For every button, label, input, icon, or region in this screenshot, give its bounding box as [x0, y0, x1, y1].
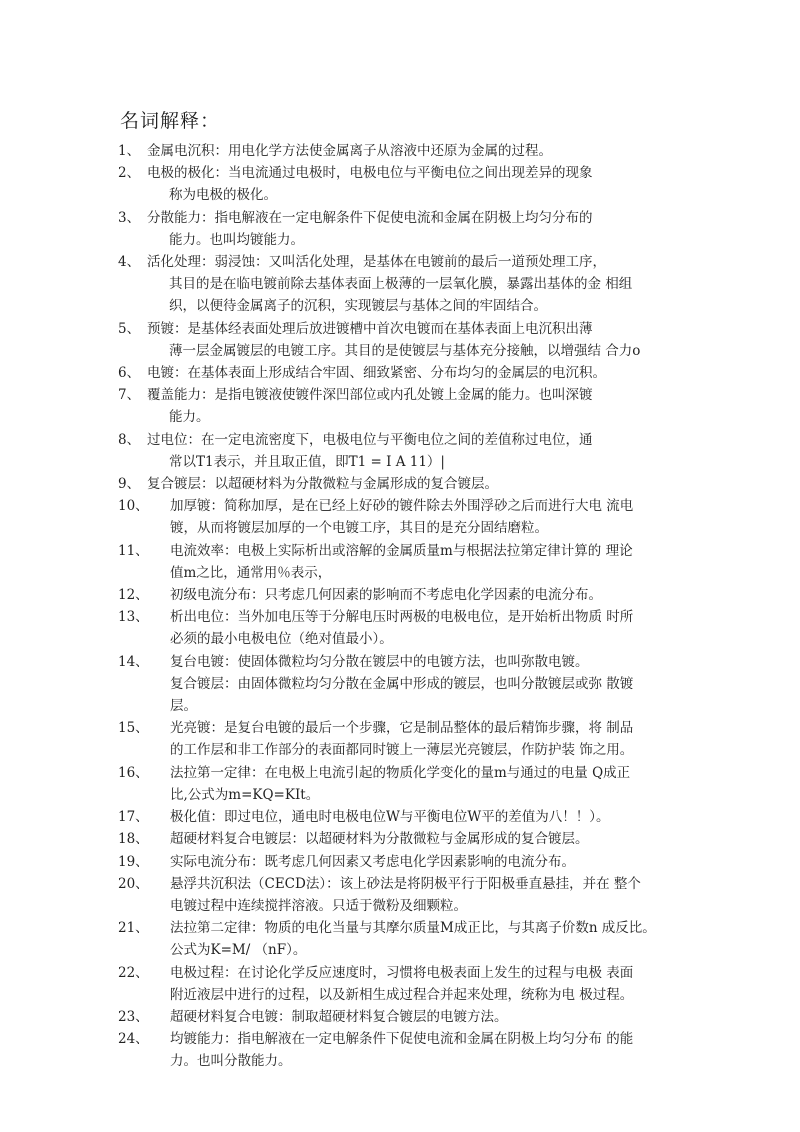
definition-text: 过电位：在一定电流密度下，电极电位与平衡电位之间的差值称过电位，通 — [147, 431, 593, 448]
page-title: 名词解释： — [120, 110, 221, 132]
definition-item — [118, 1028, 688, 1072]
definition-item — [118, 962, 688, 1006]
definition-text: 电极的极化：当电流通过电极时，电极电位与平衡电位之间出现差异的现象 — [147, 165, 593, 182]
definition-text-continued: 常以T1表示，并且取正值，即T1 = I A 11）| — [169, 453, 445, 470]
item-number: 9、 — [118, 476, 141, 493]
item-number: 22、 — [118, 964, 149, 981]
definition-item — [118, 140, 688, 162]
definition-item — [118, 651, 688, 718]
definition-text: 复合镀层：以超硬材料为分散微粒与金属形成的复合镀层。 — [147, 476, 498, 493]
definition-text: 法拉第一定律：在电极上电流引起的物质化学变化的量m与通过的电量 Q成正 — [170, 764, 631, 781]
definition-text-continued: 薄一层金属镀层的电镀工序。其目的是使镀层与基体充分接触，以增强结 合力o — [169, 342, 641, 359]
definition-item — [118, 495, 688, 539]
definition-text-continued: 附近液层中进行的过程，以及新相生成过程合并起来处理，统称为电 极过程。 — [170, 986, 634, 1003]
definition-item — [118, 606, 688, 650]
definition-item — [118, 362, 688, 384]
definition-list — [118, 140, 688, 1073]
item-number: 18、 — [118, 831, 149, 848]
definition-item — [118, 873, 688, 917]
item-number: 3、 — [118, 209, 141, 226]
definition-text: 超硬材料复合电镀：制取超硬材料复合镀层的电镀方法。 — [170, 1008, 508, 1025]
item-number: 20、 — [118, 875, 149, 892]
definition-text: 光亮镀：是复台电镀的最后一个步骤，它是制品整体的最后精饰步骤，将 制品 — [170, 720, 634, 737]
definition-item — [118, 429, 688, 473]
definition-text: 实际电流分布：既考虑几何因素又考虑电化学因素影响的电流分布。 — [170, 853, 575, 870]
item-number: 14、 — [118, 653, 149, 670]
definition-text: 均镀能力：指电解液在一定电解条件下促使电流和金属在阴极上均匀分布 的能 — [170, 1031, 634, 1048]
definition-text: 超硬材料复合电镀层：以超硬材料为分散微粒与金属形成的复合镀层。 — [170, 831, 589, 848]
definition-text-continued: 的工作层和非工作部分的表面都同时镀上一薄层光亮镀层，作防护装 饰之用。 — [170, 742, 634, 759]
definition-item — [118, 473, 688, 495]
definition-text-continued: 镀，从而将镀层加厚的一个电镀工序，其目的是充分固结磨粒。 — [170, 520, 548, 537]
definition-text-continued: 电镀过程中连续搅拌溶液。只适于微粉及细颗粒。 — [170, 897, 467, 914]
definition-text: 法拉第二定律：物质的电化当量与其摩尔质量M成正比，与其离子价数n 成反比。 — [170, 920, 656, 937]
definition-item — [118, 251, 688, 318]
definition-item — [118, 207, 688, 251]
item-number: 16、 — [118, 764, 149, 781]
definition-text: 电镀：在基体表面上形成结合牢固、细致紧密、分布均匀的金属层的电沉积。 — [147, 365, 606, 382]
definition-text-continued: 层。 — [170, 698, 197, 715]
definition-text: 覆盖能力：是指电镀液使镀件深凹部位或内孔处镀上金属的能力。也叫深镀 — [147, 387, 593, 404]
item-number: 6、 — [118, 365, 141, 382]
definition-item — [118, 540, 688, 584]
definition-text-continued: 能力。也叫均镀能力。 — [169, 231, 304, 248]
definition-text: 预镀：是基体经表面处理后放进镀槽中首次电镀而在基体表面上电沉积出薄 — [147, 320, 593, 337]
definition-item — [118, 917, 688, 961]
item-number: 23、 — [118, 1008, 149, 1025]
definition-text-continued: 其目的是在临电镀前除去基体表面上极薄的一层氧化膜，暴露出基体的金 相组 — [169, 276, 633, 293]
definition-text-continued: 力。也叫分散能力。 — [170, 1053, 292, 1070]
definition-text-continued: 比,公式为m=KQ=KIt。 — [170, 786, 320, 803]
definition-item — [118, 762, 688, 806]
definition-item — [118, 318, 688, 362]
item-number: 5、 — [118, 320, 141, 337]
definition-text-continued: 称为电极的极化。 — [169, 187, 277, 204]
definition-text: 悬浮共沉积法（CECD法）：该上砂法是将阴极平行于阳极垂直悬挂，并在 整个 — [170, 875, 641, 892]
item-number: 24、 — [118, 1031, 149, 1048]
definition-text: 金属电沉积：用电化学方法使金属离子从溶液中还原为金属的过程。 — [147, 143, 552, 159]
definition-text-continued: 能力。 — [169, 409, 210, 426]
definition-text: 电极过程：在讨论化学反应速度时，习惯将电极表面上发生的过程与电极 表面 — [170, 964, 634, 981]
definition-text-continued: 必须的最小电极电位（绝对值最小）。 — [170, 631, 393, 648]
definition-item — [118, 717, 688, 761]
definition-text: 初级电流分布：只考虑几何因素的影响而不考虑电化学因素的电流分布。 — [170, 587, 602, 604]
definition-text-continued: 复合镀层：由固体微粒均匀分散在金属中形成的镀层，也叫分散镀层或弥 散镀 — [170, 675, 634, 692]
item-number: 1、 — [118, 143, 141, 159]
item-number: 11、 — [118, 542, 149, 559]
definition-text-continued: 值m之比，通常用％表示， — [170, 564, 332, 581]
item-number: 17、 — [118, 809, 149, 826]
definition-text: 活化处理：弱浸蚀：又叫活化处理，是基体在电镀前的最后一道预处理工序， — [147, 254, 606, 271]
definition-text: 复台电镀：使固体微粒均匀分散在镀层中的电镀方法，也叫弥散电镀。 — [170, 653, 589, 670]
definition-text-continued: 织，以便待金属离子的沉积，实现镀层与基体之间的牢固结合。 — [169, 298, 547, 315]
item-number: 2、 — [118, 165, 141, 182]
item-number: 7、 — [118, 387, 141, 404]
definition-text: 分散能力：指电解液在一定电解条件下促使电流和金属在阴极上均匀分布的 — [147, 209, 593, 226]
definition-item — [118, 828, 688, 850]
definition-item — [118, 851, 688, 873]
item-number: 8、 — [118, 431, 141, 448]
definition-item — [118, 162, 688, 206]
definition-text-continued: 公式为K=M/ （nF）。 — [170, 942, 307, 959]
definition-item — [118, 1006, 688, 1028]
item-number: 10、 — [118, 498, 149, 515]
item-number: 15、 — [118, 720, 149, 737]
item-number: 13、 — [118, 609, 149, 626]
item-number: 12、 — [118, 587, 149, 604]
definition-text: 极化值：即过电位，通电时电极电位W与平衡电位W平的差值为八！！）。 — [170, 809, 610, 826]
definition-text: 加厚镀：简称加厚，是在已经上好砂的镀件除去外围浮砂之后而进行大电 流电 — [170, 498, 634, 515]
definition-item — [118, 384, 688, 428]
definition-item — [118, 584, 688, 606]
item-number: 21、 — [118, 920, 149, 937]
item-number: 19、 — [118, 853, 149, 870]
definition-text: 析出电位：当外加电压等于分解电压时两极的电极电位，是开始析出物质 时所 — [170, 609, 634, 626]
definition-item — [118, 806, 688, 828]
definition-text: 电流效率：电极上实际析出或溶解的金属质量m与根据法拉第定律计算的 理论 — [170, 542, 633, 559]
item-number: 4、 — [118, 254, 141, 271]
